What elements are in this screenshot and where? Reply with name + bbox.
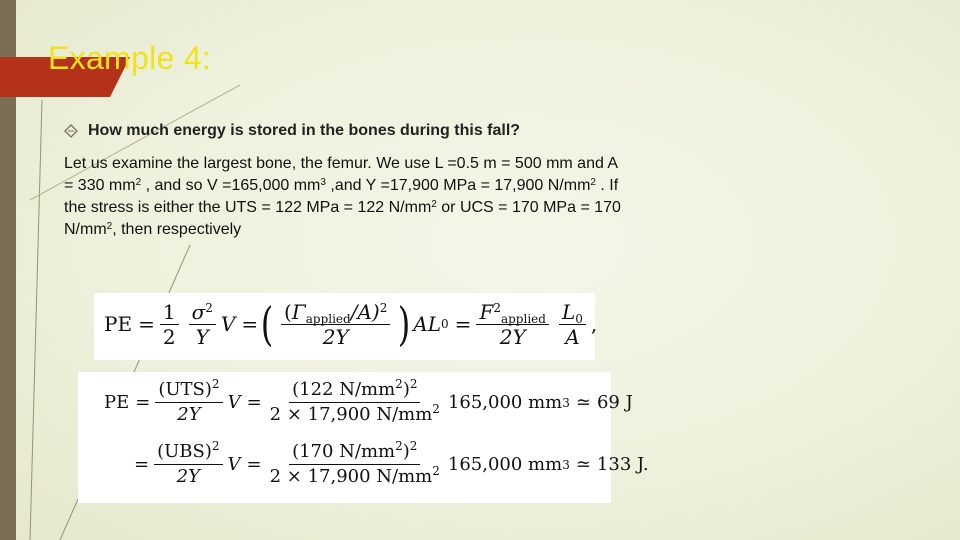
diamond-bullet-icon: [64, 124, 78, 138]
body-paragraph: Let us examine the largest bone, the femur. We use L =0.5 m = 500 mm and A = 330 $mm^2$ , and so V =165,000 $mm^3$ ,and Y =17,900 MPa = 17,900 $N/mm^2$ . If the stress is either the UTS = 122 MPa = 122 $N/mm^2$ or UCS = 170 MPa = 170 $N/mm^2$, then respectively: [64, 155, 621, 238]
equation-energy-values: [78, 372, 649, 503]
equation-energy-general: PE = $\frac{1}{2}$ $\frac{\sigma^2}{Y}$ V = ( $\frac{(\Gamma_{applied}/A)^2}{2Y}$ ) A L 0 = $\frac{F^2_{applied}}{2Y}$ $\frac{L_0}{A}$ ,: [94, 293, 595, 360]
slide-title: Example 4:: [48, 40, 212, 76]
equation-row-ubs: = $\frac{(UBS)^2}{2Y}$ V = $\frac{(170 N/mm^2)^2}{2 \times 17,900 N/mm^2}$ 165,000 mm 3 ≃ 133 J.: [134, 439, 649, 487]
question-text: How much energy is stored in the bones during this fall?: [88, 122, 521, 139]
question-bullet: [64, 122, 520, 140]
equation-row-uts: PE = $\frac{(UTS)^2}{2Y}$ V = $\frac{(122 N/mm^2)^2}{2 \times 17,900 N/mm^2}$ 165,000 mm 3 ≃ 69 J: [104, 377, 633, 425]
